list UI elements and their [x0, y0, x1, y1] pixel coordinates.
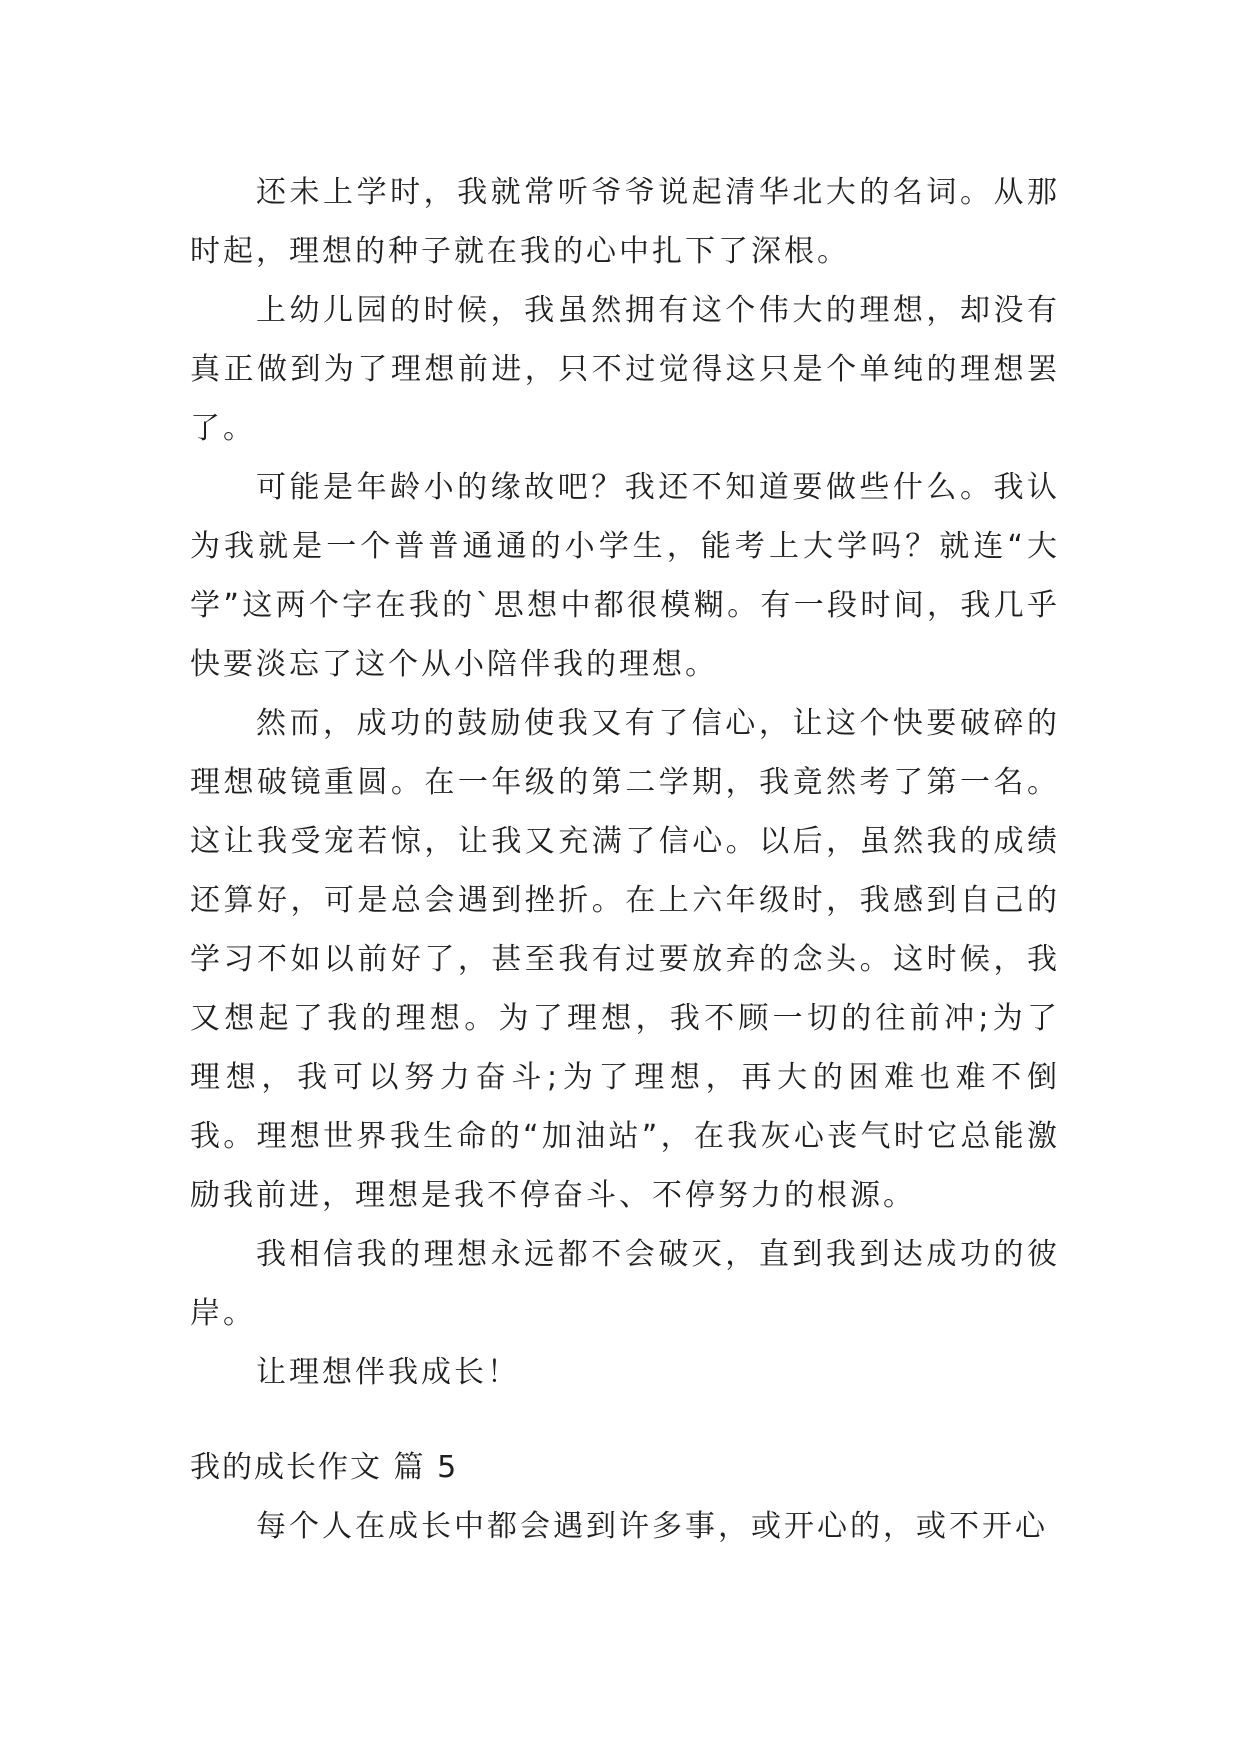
section-heading: 我的成长作文 篇 5 [190, 1450, 459, 1485]
paragraph: 上幼儿园的时候，我虽然拥有这个伟大的理想，却没有真正做到为了理想前进，只不过觉得这只是个单纯的理想罢了。 [190, 293, 1060, 446]
paragraph: 每个人在成长中都会遇到许多事，或开心的，或不开心 [256, 1509, 1048, 1544]
paragraph: 我相信我的理想永远都不会破灭，直到我到达成功的彼岸。 [190, 1237, 1060, 1331]
paragraph: 可能是年龄小的缘故吧？我还不知道要做些什么。我认为我就是一个普普通通的小学生，能考上大学吗？就连“大学”这两个字在我的`思想中都很模糊。有一段时间，我几乎快要淡忘了这个从小陪伴我的理想。 [190, 470, 1060, 682]
paragraph: 然而，成功的鼓励使我又有了信心，让这个快要破碎的理想破镜重圆。在一年级的第二学期，我竟然考了第一名。这让我受宠若惊，让我又充满了信心。以后，虽然我的成绩还算好，可是总会遇到挫折。在上六年级时，我感到自己的学习不如以前好了，甚至我有过要放弃的念头。这时候，我又想起了我的理想。为了理想，我不顾一切的往前冲;为了理想，我可以努力奋斗;为了理想，再大的困难也难不倒我。理想世界我生命的“加油站”，在我灰心丧气时它总能激励我前进，理想是我不停奋斗、不停努力的根源。 [190, 706, 1060, 1213]
paragraph: 还未上学时，我就常听爷爷说起清华北大的名词。从那时起，理想的种子就在我的心中扎下了深根。 [190, 175, 1060, 269]
document-body [190, 163, 1060, 1556]
paragraph: 让理想伴我成长！ [256, 1355, 520, 1390]
